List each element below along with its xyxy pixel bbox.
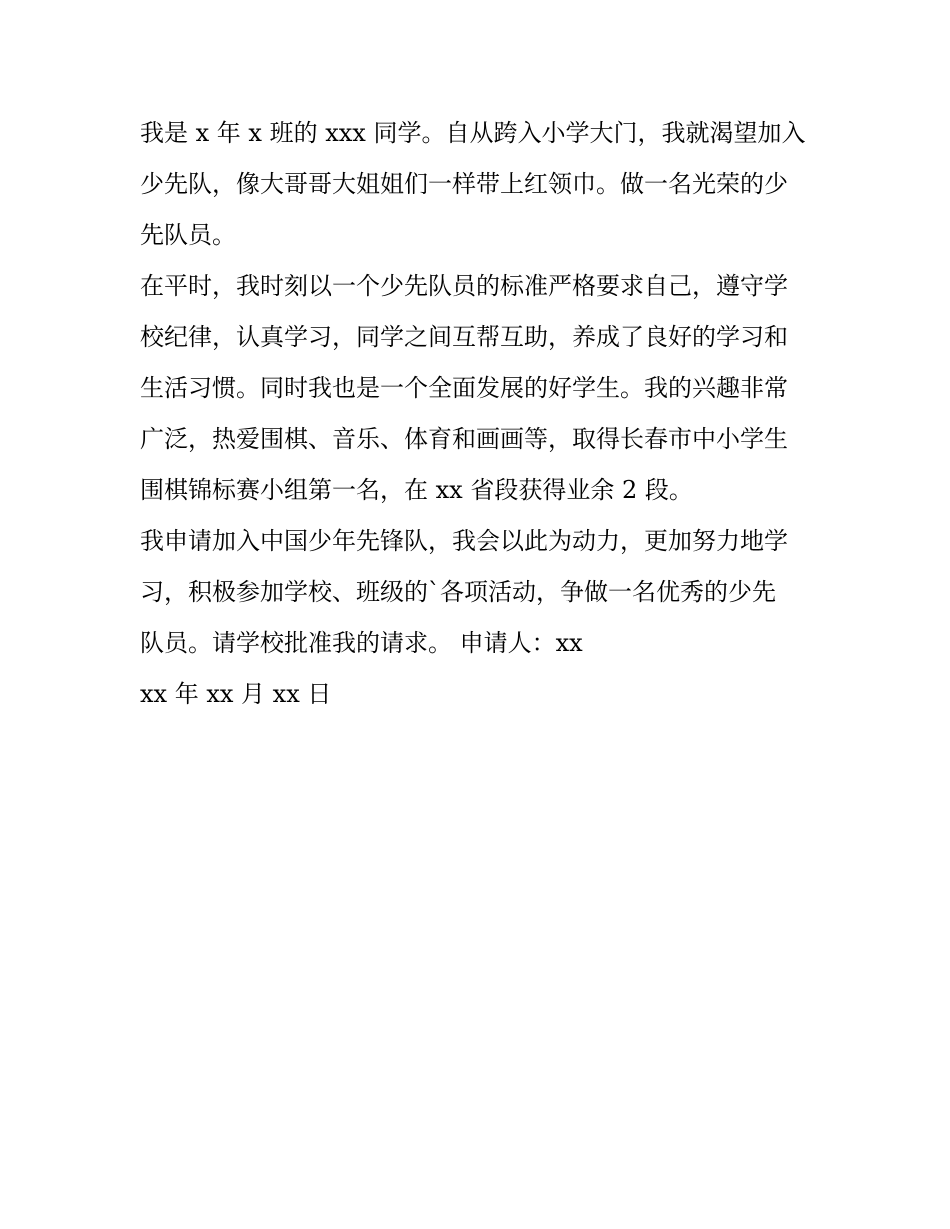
text-line: 在平时，我时刻以一个少先队员的标准严格要求自己，遵守学: [140, 272, 788, 300]
text-line: 先队员。: [140, 221, 236, 249]
document-body: [140, 108, 812, 720]
text-line: 少先队，像大哥哥大姐姐们一样带上红领巾。做一名光荣的少: [140, 170, 788, 198]
signature-line: 队员。请学校批准我的请求。 申请人：xx: [140, 629, 583, 657]
text-line: 习，积极参加学校、班级的`各项活动，争做一名优秀的少先: [140, 578, 776, 606]
date-line: xx 年 xx 月 xx 日: [140, 680, 332, 708]
text-line: 围棋锦标赛小组第一名，在 xx 省段获得业余 2 段。: [140, 476, 693, 504]
text-line: 生活习惯。同时我也是一个全面发展的好学生。我的兴趣非常: [140, 374, 788, 402]
text-line: 我申请加入中国少年先锋队，我会以此为动力，更加努力地学: [140, 527, 788, 555]
text-line: 广泛，热爱围棋、音乐、体育和画画等，取得长春市中小学生: [140, 425, 788, 453]
text-line: 校纪律，认真学习，同学之间互帮互助，养成了良好的学习和: [140, 323, 788, 351]
text-line: 我是 x 年 x 班的 xxx 同学。自从跨入小学大门，我就渴望加入: [140, 119, 806, 147]
